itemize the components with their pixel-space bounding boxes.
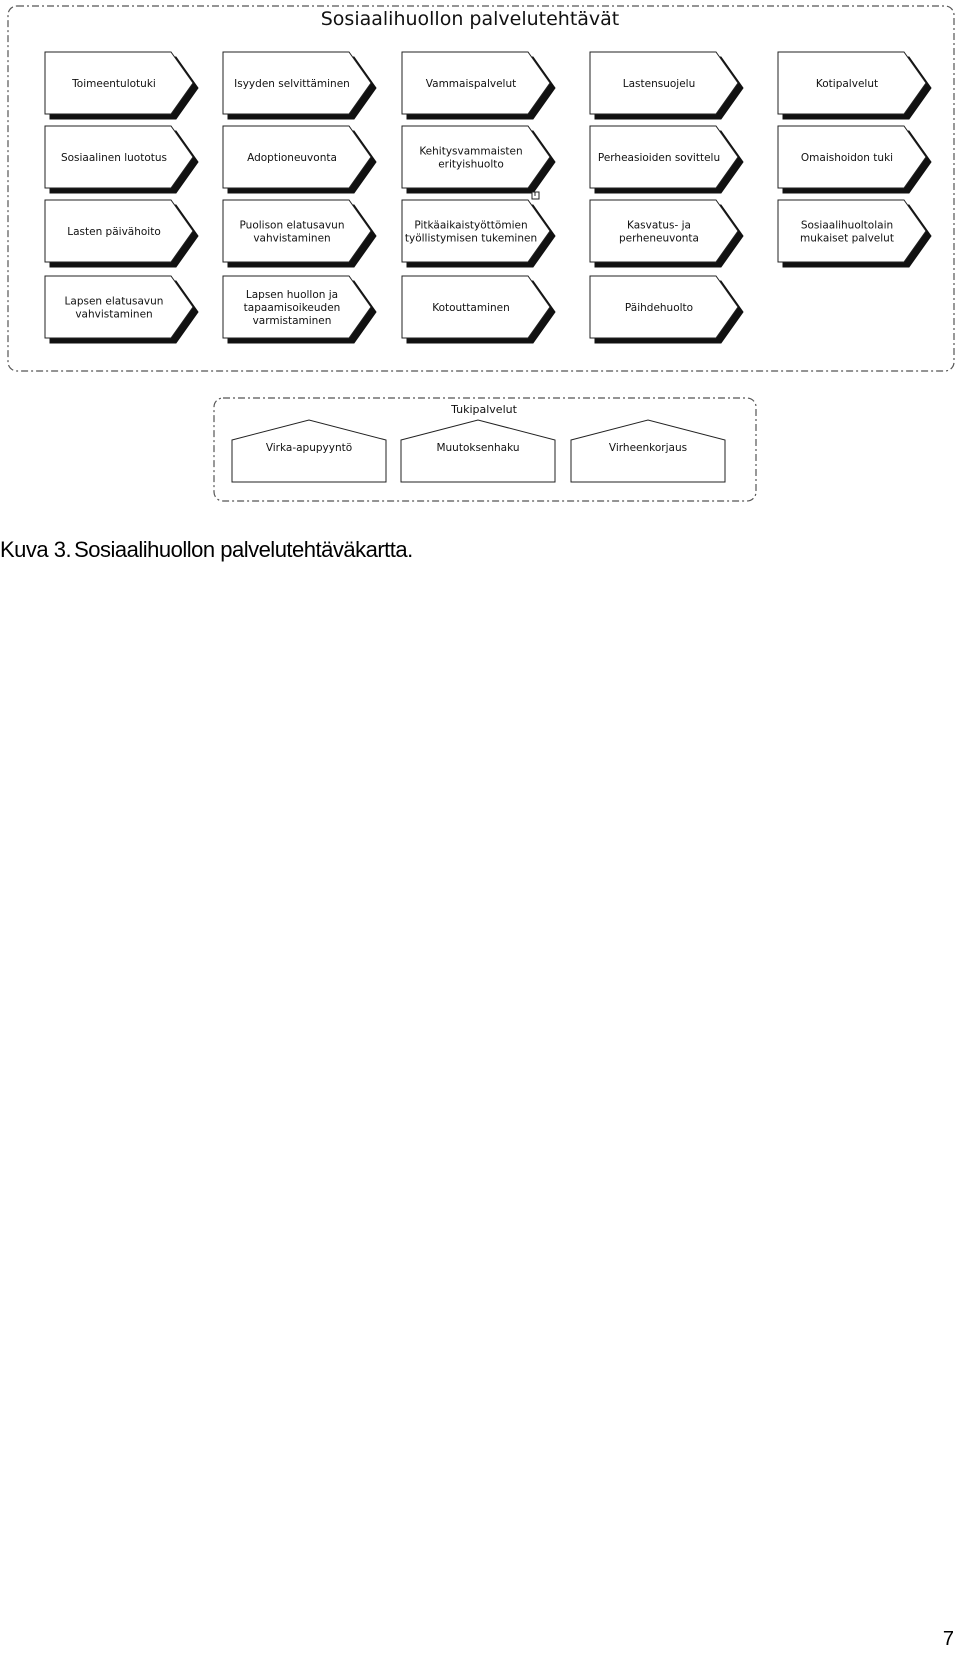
service-label: tapaamisoikeuden [243, 302, 341, 314]
figure-caption [0, 537, 416, 563]
service-label: Sosiaalinen luototus [60, 152, 168, 164]
service-label: Kotouttaminen [432, 302, 510, 314]
service-label: Kasvatus- ja [627, 219, 691, 232]
service-chevrons [45, 52, 931, 343]
support-panel-title: Tukipalvelut [451, 403, 517, 416]
service-puolison-elatusavun-vahvistaminen[interactable] [223, 200, 376, 267]
service-label: Kotipalvelut [815, 78, 879, 90]
service-label: vahvistaminen [75, 308, 153, 321]
service-label: Adoptioneuvonta [247, 152, 337, 164]
service-label: Pitkäaikaistyöttömien [414, 219, 528, 232]
service-label: Omaishoidon tuki [800, 152, 894, 164]
support-service-virka-apupyynto[interactable] [232, 420, 386, 482]
service-label: Lastensuojelu [622, 78, 696, 90]
service-label: vahvistaminen [253, 232, 331, 245]
service-label: mukaiset palvelut [800, 232, 894, 245]
support-service-label: Muutoksenhaku [436, 442, 520, 454]
service-vammaispalvelut[interactable] [402, 52, 555, 119]
resize-handle-icon [532, 192, 539, 199]
service-label: Päihdehuolto [624, 302, 694, 314]
service-label: Lapsen huollon ja [245, 289, 339, 301]
service-label: Lapsen elatusavun [64, 295, 164, 308]
service-label: Puolison elatusavun [239, 219, 345, 232]
caption-text: Sosiaalihuollon palvelutehtäväkartta. [74, 537, 413, 562]
service-label: Perheasioiden sovittelu [597, 152, 721, 164]
service-label: Sosiaalihuoltolain [800, 219, 894, 232]
service-label: Toimeentulotuki [72, 78, 156, 90]
service-lastensuojelu[interactable] [590, 52, 743, 119]
service-kehitysvammaisten-erityishuolto[interactable] [402, 126, 555, 193]
service-kotipalvelut[interactable] [778, 52, 931, 119]
service-label: varmistaminen [252, 315, 332, 327]
service-sosiaalinen-luototus[interactable] [45, 126, 198, 193]
support-service-label: Virheenkorjaus [608, 442, 688, 454]
service-paihdehuolto[interactable] [590, 276, 743, 343]
service-label: erityishuolto [438, 158, 504, 171]
service-adoptioneuvonta[interactable] [223, 126, 376, 193]
service-label: Lasten päivähoito [67, 226, 161, 238]
service-label: perheneuvonta [619, 232, 699, 245]
service-sosiaalihuoltolain-mukaiset-palvelut[interactable] [778, 200, 931, 267]
support-service-shapes [232, 420, 725, 482]
service-isyyden-selvittaminen[interactable] [223, 52, 376, 119]
support-service-muutoksenhaku[interactable] [401, 420, 555, 482]
main-panel-title: Sosiaalihuollon palvelutehtävät [320, 8, 620, 30]
service-label: työllistymisen tukeminen [404, 232, 538, 245]
service-kotouttaminen[interactable] [402, 276, 555, 343]
service-lasten-paivahoito[interactable] [45, 200, 198, 267]
service-lapsen-huollon-ja-tapaamisoikeuden-varmistaminen[interactable] [223, 276, 376, 343]
page-number: 7 [942, 1628, 954, 1650]
support-service-virheenkorjaus[interactable] [571, 420, 725, 482]
service-omaishoidon-tuki[interactable] [778, 126, 931, 193]
service-toimeentulotuki[interactable] [45, 52, 198, 119]
service-label: Vammaispalvelut [425, 78, 517, 90]
service-kasvatus-ja-perheneuvonta[interactable] [590, 200, 743, 267]
support-service-label: Virka-apupyyntö [265, 442, 353, 454]
caption-label: Kuva 3. [0, 537, 72, 562]
service-label: Isyyden selvittäminen [234, 78, 350, 90]
service-lapsen-elatusavun-vahvistaminen[interactable] [45, 276, 198, 343]
service-map-diagram [0, 0, 960, 520]
service-pitkaaikaistyottomien-tyollistymisen-tukeminen[interactable] [402, 200, 555, 267]
service-perheasioiden-sovittelu[interactable] [590, 126, 743, 193]
service-label: Kehitysvammaisten [419, 145, 523, 158]
